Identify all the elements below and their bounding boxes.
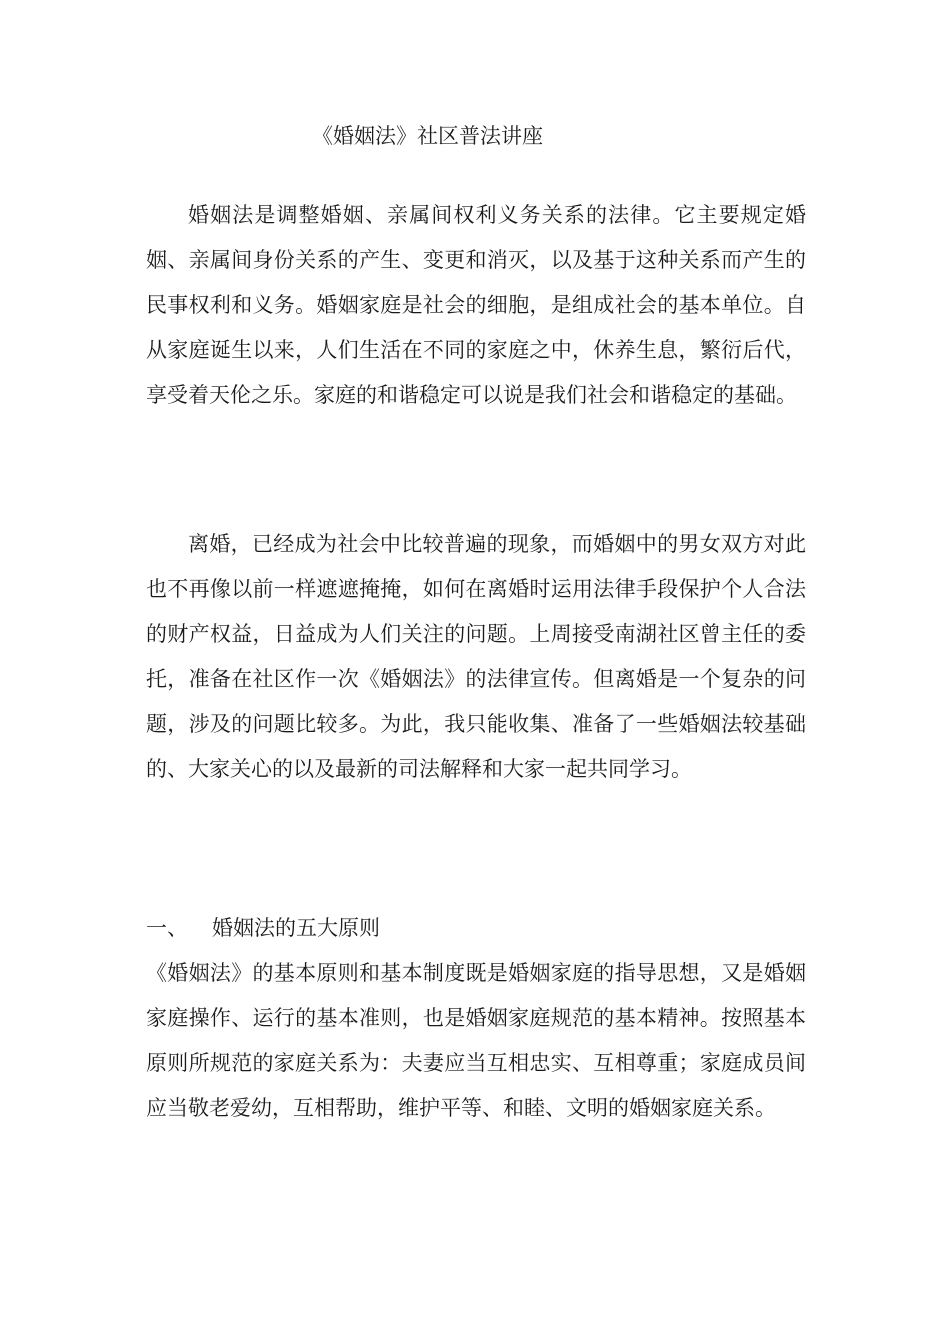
section-heading [146, 906, 380, 951]
intro-paragraph: 婚姻法是调整婚姻、亲属间权利义务关系的法律。它主要规定婚姻、亲属间身份关系的产生、变更和消灭，以及基于这种关系而产生的民事权利和义务。婚姻家庭是社会的细胞，是组成社会的基本单位。自从家庭诞生以来，人们生活在不同的家庭之中，休养生息，繁衍后代，享受着天伦之乐。家庭的和谐稳定可以说是我们社会和谐稳定的基础。 [146, 203, 806, 407]
section-heading-text: 婚姻法的五大原则 [212, 916, 380, 940]
divorce-paragraph: 离婚，已经成为社会中比较普遍的现象，而婚姻中的男女双方对此也不再像以前一样遮遮掩掩，如何在离婚时运用法律手段保护个人合法的财产权益，日益成为人们关注的问题。上周接受南湖社区曾主任的委托，准备在社区作一次《婚姻法》的法律宣传。但离婚是一个复杂的问题，涉及的问题比较多。为此，我只能收集、准备了一些婚姻法较基础的、大家关心的以及最新的司法解释和大家一起共同学习。 [146, 532, 806, 781]
document-title: 《婚姻法》社区普法讲座 [312, 124, 543, 148]
section-number: 一、 [146, 916, 188, 940]
principles-paragraph: 《婚姻法》的基本原则和基本制度既是婚姻家庭的指导思想，又是婚姻家庭操作、运行的基本准则，也是婚姻家庭规范的基本精神。按照基本原则所规范的家庭关系为：夫妻应当互相忠实、互相尊重；家庭成员间应当敬老爱幼，互相帮助，维护平等、和睦、文明的婚姻家庭关系。 [146, 961, 806, 1120]
